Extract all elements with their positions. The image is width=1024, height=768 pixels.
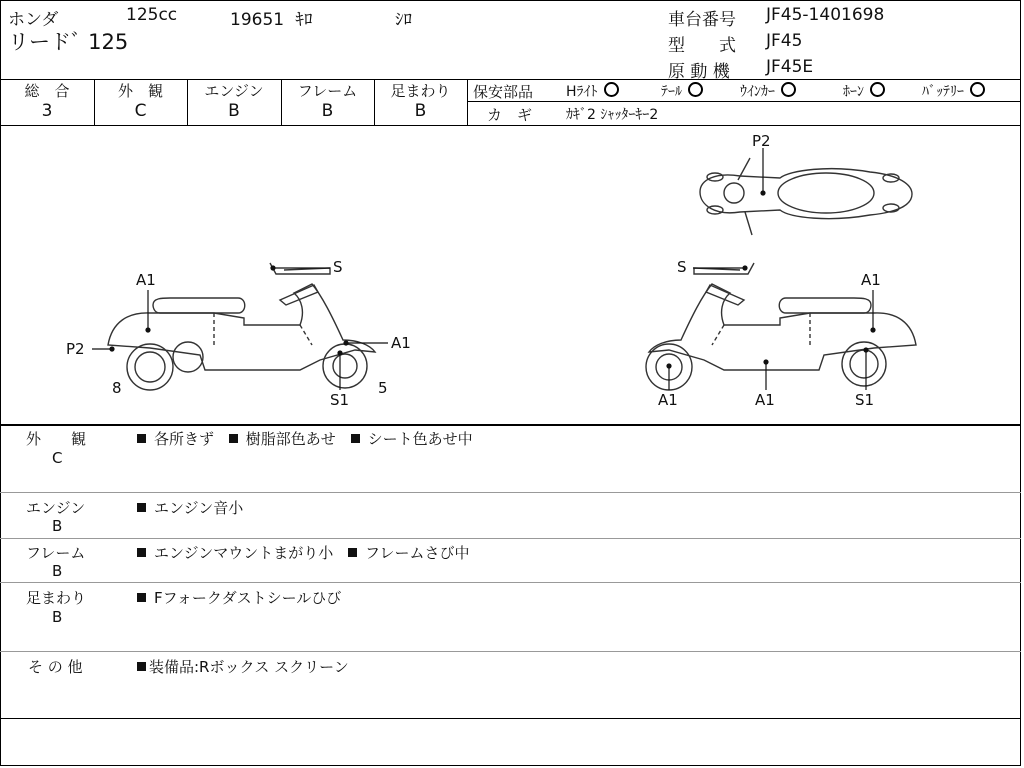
label-s1: S1 xyxy=(855,391,875,409)
label-s1: S1 xyxy=(330,391,350,409)
label-a1: A1 xyxy=(136,271,156,289)
model-name: リードﾞ 125 xyxy=(8,30,129,54)
type-label: 型 式 xyxy=(668,36,736,56)
grade-exterior-value: C xyxy=(134,101,147,121)
label-p2: P2 xyxy=(66,340,85,358)
ok-circle-icon xyxy=(688,82,703,97)
note-grade: C xyxy=(52,449,63,467)
safety-battery: ﾊﾞｯﾃﾘｰ xyxy=(922,81,985,101)
body-color: ｼﾛ xyxy=(395,10,412,30)
ok-circle-icon xyxy=(604,82,619,97)
label-p2: P2 xyxy=(752,132,771,150)
divider xyxy=(0,424,1021,426)
type-value: JF45 xyxy=(766,31,803,51)
note-category: 足まわり xyxy=(26,589,87,607)
frame-no: JF45-1401698 xyxy=(766,5,885,25)
key-label: カ ギ xyxy=(487,106,533,124)
grade-frame-value: B xyxy=(321,101,334,121)
divider xyxy=(468,101,1021,102)
grade-overall-value: 3 xyxy=(41,101,53,121)
safety-parts-label: 保安部品 xyxy=(473,83,534,101)
note-category: 外 観 xyxy=(26,430,87,448)
note-grade: B xyxy=(52,517,63,535)
label-a1: A1 xyxy=(391,334,411,352)
label-s: S xyxy=(333,258,343,276)
safety-horn: ﾎｰﾝ xyxy=(843,81,885,101)
safety-headlight: Hﾗｲﾄ xyxy=(566,81,619,101)
damage-diagram xyxy=(0,126,1021,424)
note-items: 各所きず 樹脂部色あせ シート色あせ中 xyxy=(137,428,473,449)
ok-circle-icon xyxy=(970,82,985,97)
note-grade: B xyxy=(52,608,63,626)
mileage-value: 19651 xyxy=(230,10,285,30)
grade-suspension-value: B xyxy=(414,101,427,121)
label-s: S xyxy=(677,258,687,276)
note-items: エンジンマウントまがり小 フレームさび中 xyxy=(137,542,469,563)
label-a1: A1 xyxy=(861,271,881,289)
label-a1: A1 xyxy=(755,391,775,409)
note-items: 装備品:Rボックス スクリーン xyxy=(137,656,349,677)
note-items: エンジン音小 xyxy=(137,497,243,518)
note-category: フレーム xyxy=(26,544,86,562)
displacement: 125cc xyxy=(126,5,178,25)
label-5: 5 xyxy=(378,379,388,397)
mileage-unit: ｷﾛ xyxy=(295,10,313,30)
note-category: そ の 他 xyxy=(28,658,83,676)
grade-overall-label: 総 合 xyxy=(24,82,70,100)
ok-circle-icon xyxy=(781,82,796,97)
frame-no-label: 車台番号 xyxy=(668,10,736,30)
grade-exterior-label: 外 観 xyxy=(117,82,163,100)
ok-circle-icon xyxy=(870,82,885,97)
grade-suspension-label: 足まわり xyxy=(390,82,451,100)
note-grade: B xyxy=(52,562,63,580)
mileage xyxy=(230,5,313,30)
label-a1: A1 xyxy=(658,391,678,409)
note-items: Fフォークダストシールひび xyxy=(137,587,341,608)
key-info: ｶｷﾞ2 ｼｬｯﾀｰｷｰ2 xyxy=(566,107,659,123)
label-8: 8 xyxy=(112,379,122,397)
safety-taillight: ﾃｰﾙ xyxy=(661,81,703,101)
note-category: エンジン xyxy=(26,499,86,517)
grade-engine-value: B xyxy=(228,101,240,121)
scooter-top-view xyxy=(700,158,912,235)
grade-engine-label: エンジン xyxy=(204,82,264,100)
grade-frame-label: フレーム xyxy=(297,82,358,100)
engine-label: 原 動 機 xyxy=(668,62,730,82)
maker: ホンダ xyxy=(8,10,59,30)
engine-value: JF45E xyxy=(766,57,814,77)
safety-winker: ｳｲﾝｶｰ xyxy=(740,81,796,101)
